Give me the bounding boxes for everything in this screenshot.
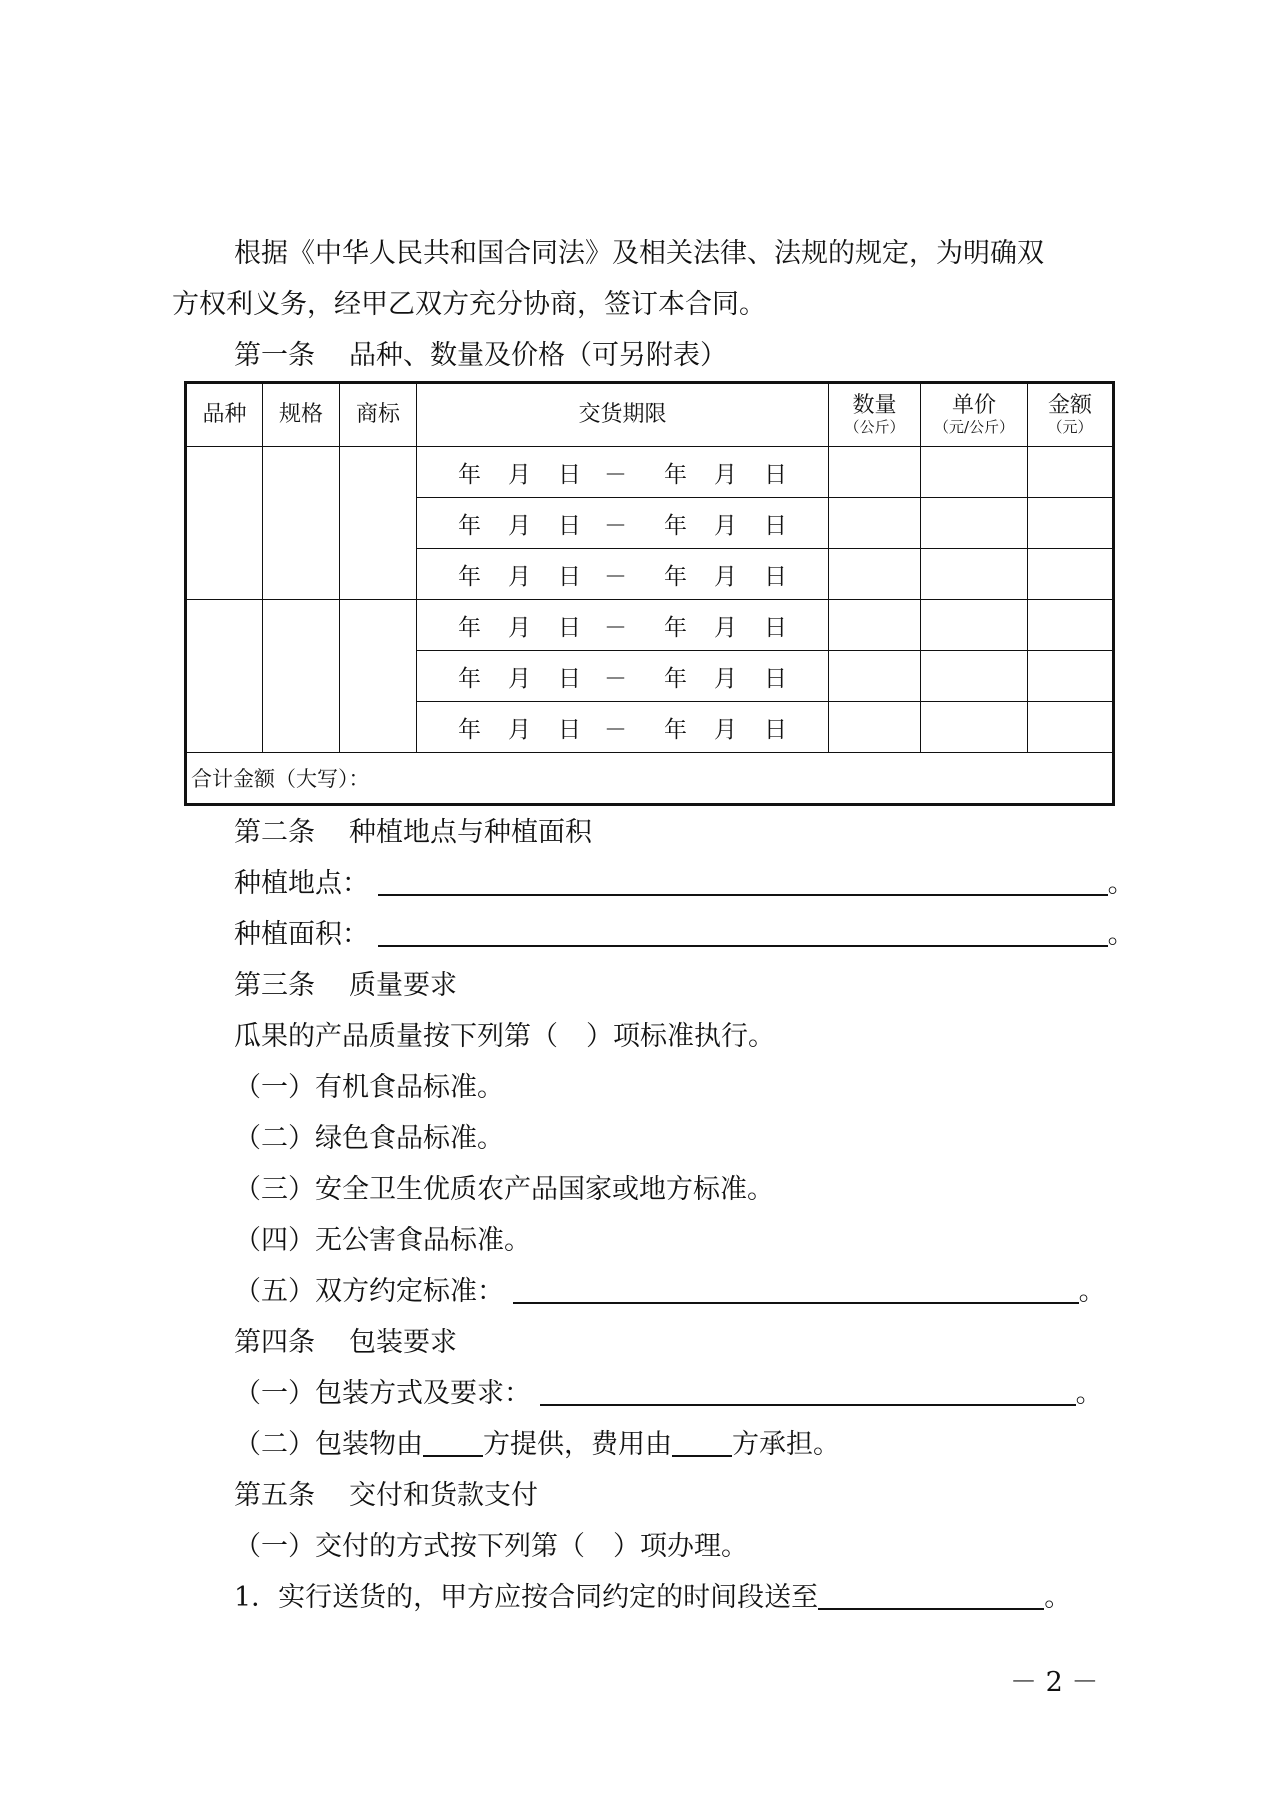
cell-spec[interactable] <box>263 447 340 600</box>
end-year: 年 <box>664 563 687 590</box>
article-2-number: 第二条 <box>234 817 315 848</box>
packaging-item-2 <box>234 1419 1184 1470</box>
header-amount-unit: （元） <box>1047 418 1093 436</box>
packaging-method-blank[interactable] <box>540 1374 1076 1406</box>
planting-area-line <box>234 909 1184 960</box>
article-3-heading <box>234 960 457 1011</box>
table-row <box>186 600 1114 651</box>
article-4-title: 包装要求 <box>349 1327 457 1358</box>
packaging-cost-bearer-blank[interactable] <box>672 1425 732 1457</box>
article-2-title: 种植地点与种植面积 <box>349 817 592 848</box>
header-brand: 商标 <box>340 383 417 447</box>
header-amount-label: 金额 <box>1047 393 1092 418</box>
end-month: 月 <box>714 614 737 641</box>
article-1-heading <box>234 330 727 381</box>
agreed-standard-blank[interactable] <box>513 1272 1079 1304</box>
quality-item-5-end: 。 <box>1078 1276 1106 1307</box>
intro-line-1: 根据《中华人民共和国合同法》及相关法律、法规的规定，为明确双 <box>234 238 1044 269</box>
start-year: 年 <box>458 665 481 692</box>
delivery-destination-blank[interactable] <box>818 1578 1044 1610</box>
article-5-heading <box>234 1470 538 1521</box>
start-year: 年 <box>458 461 481 488</box>
quality-item-5 <box>234 1266 1184 1317</box>
start-day: 日 <box>558 512 581 539</box>
end-month: 月 <box>714 563 737 590</box>
start-year: 年 <box>458 563 481 590</box>
quality-lead <box>234 1011 1184 1062</box>
header-amount <box>1028 383 1114 447</box>
start-day: 日 <box>558 461 581 488</box>
header-spec: 规格 <box>263 383 340 447</box>
cell-quantity[interactable] <box>829 600 921 651</box>
cell-unit-price[interactable] <box>921 549 1028 600</box>
end-year: 年 <box>664 716 687 743</box>
table-row <box>186 447 1114 498</box>
article-3-number: 第三条 <box>234 970 315 1001</box>
cell-brand[interactable] <box>340 600 417 753</box>
cell-quantity[interactable] <box>829 447 921 498</box>
cell-spec[interactable] <box>263 600 340 753</box>
start-day: 日 <box>558 665 581 692</box>
delivery-period-cell[interactable] <box>417 549 829 600</box>
range-dash: － <box>604 563 627 590</box>
start-month: 月 <box>508 614 531 641</box>
cell-unit-price[interactable] <box>921 651 1028 702</box>
article-5-title: 交付和货款支付 <box>349 1480 538 1511</box>
header-quantity-label: 数量 <box>852 393 897 418</box>
end-day: 日 <box>764 461 787 488</box>
total-amount-label: 合计金额（大写）： <box>186 753 1114 805</box>
cell-quantity[interactable] <box>829 549 921 600</box>
range-dash: － <box>604 665 627 692</box>
cell-unit-price[interactable] <box>921 447 1028 498</box>
header-variety: 品种 <box>186 383 263 447</box>
delivery-sub-1 <box>234 1572 1184 1623</box>
packaging-item-1-label: （一）包装方式及要求： <box>234 1378 531 1409</box>
packaging-item-1 <box>234 1368 1184 1419</box>
end-day: 日 <box>764 665 787 692</box>
cell-amount[interactable] <box>1028 702 1114 753</box>
delivery-period-cell[interactable] <box>417 600 829 651</box>
delivery-period-cell[interactable] <box>417 702 829 753</box>
delivery-item-1 <box>234 1521 1184 1572</box>
packaging-item-2-b: 方提供，费用由 <box>483 1429 672 1460</box>
range-dash: － <box>604 716 627 743</box>
header-delivery-period: 交货期限 <box>417 383 829 447</box>
article-4-number: 第四条 <box>234 1327 315 1358</box>
delivery-period-cell[interactable] <box>417 498 829 549</box>
article-5-number: 第五条 <box>234 1480 315 1511</box>
start-month: 月 <box>508 461 531 488</box>
delivery-period-cell[interactable] <box>417 651 829 702</box>
planting-area-blank[interactable] <box>378 915 1108 947</box>
planting-area-label: 种植面积： <box>234 919 369 950</box>
start-month: 月 <box>508 512 531 539</box>
table-header-row <box>186 383 1114 447</box>
planting-location-line <box>234 858 1184 909</box>
end-year: 年 <box>664 461 687 488</box>
header-unit-price <box>921 383 1028 447</box>
header-unit-price-label: 单价 <box>951 393 996 418</box>
start-month: 月 <box>508 716 531 743</box>
cell-unit-price[interactable] <box>921 600 1028 651</box>
end-day: 日 <box>764 563 787 590</box>
planting-location-label: 种植地点： <box>234 868 369 899</box>
cell-variety[interactable] <box>186 447 263 600</box>
packaging-item-1-end: 。 <box>1075 1378 1103 1409</box>
end-day: 日 <box>764 614 787 641</box>
delivery-item-1-before: （一）交付的方式按下列第（ <box>234 1531 585 1562</box>
delivery-item-1-after: ）项办理。 <box>613 1531 748 1562</box>
quality-lead-after: ）项标准执行。 <box>586 1021 775 1052</box>
article-2-heading <box>234 807 592 858</box>
packaging-item-2-c: 方承担。 <box>732 1429 840 1460</box>
cell-variety[interactable] <box>186 600 263 753</box>
cell-amount[interactable] <box>1028 600 1114 651</box>
cell-amount[interactable] <box>1028 447 1114 498</box>
cell-unit-price[interactable] <box>921 498 1028 549</box>
cell-quantity[interactable] <box>829 651 921 702</box>
cell-brand[interactable] <box>340 447 417 600</box>
end-month: 月 <box>714 665 737 692</box>
end-month: 月 <box>714 512 737 539</box>
range-dash: － <box>604 614 627 641</box>
quality-item-3: （三）安全卫生优质农产品国家或地方标准。 <box>234 1174 774 1205</box>
planting-location-end: 。 <box>1107 868 1135 899</box>
quality-item-4: （四）无公害食品标准。 <box>234 1225 531 1256</box>
end-month: 月 <box>714 461 737 488</box>
quality-item-5-label: （五）双方约定标准： <box>234 1276 504 1307</box>
end-year: 年 <box>664 614 687 641</box>
header-quantity <box>829 383 921 447</box>
header-quantity-unit: （公斤） <box>844 418 905 436</box>
cell-quantity[interactable] <box>829 498 921 549</box>
end-year: 年 <box>664 512 687 539</box>
cell-amount[interactable] <box>1028 549 1114 600</box>
quality-item-2: （二）绿色食品标准。 <box>234 1123 504 1154</box>
planting-area-end: 。 <box>1107 919 1135 950</box>
intro-line-2: 方权利义务，经甲乙双方充分协商，签订本合同。 <box>172 289 766 320</box>
start-year: 年 <box>458 614 481 641</box>
start-day: 日 <box>558 716 581 743</box>
start-day: 日 <box>558 563 581 590</box>
cell-unit-price[interactable] <box>921 702 1028 753</box>
packaging-item-2-a: （二）包装物由 <box>234 1429 423 1460</box>
end-day: 日 <box>764 512 787 539</box>
delivery-sub-1-end: 。 <box>1044 1582 1072 1613</box>
delivery-period-cell[interactable] <box>417 447 829 498</box>
start-year: 年 <box>458 716 481 743</box>
header-unit-price-unit: （元/公斤） <box>933 418 1015 436</box>
cell-amount[interactable] <box>1028 498 1114 549</box>
cell-amount[interactable] <box>1028 651 1114 702</box>
planting-location-blank[interactable] <box>378 864 1108 896</box>
end-year: 年 <box>664 665 687 692</box>
packaging-provider-blank[interactable] <box>423 1425 483 1457</box>
range-dash: － <box>604 512 627 539</box>
delivery-sub-1-text: 1．实行送货的，甲方应按合同约定的时间段送至 <box>234 1582 819 1613</box>
quality-lead-before: 瓜果的产品质量按下列第（ <box>234 1021 558 1052</box>
start-year: 年 <box>458 512 481 539</box>
article-4-heading <box>234 1317 457 1368</box>
start-month: 月 <box>508 665 531 692</box>
article-3-title: 质量要求 <box>349 970 457 1001</box>
range-dash: － <box>604 461 627 488</box>
table-total-row <box>186 753 1114 805</box>
cell-quantity[interactable] <box>829 702 921 753</box>
variety-price-table <box>184 381 1115 806</box>
quality-item-1: （一）有机食品标准。 <box>234 1072 504 1103</box>
end-month: 月 <box>714 716 737 743</box>
start-month: 月 <box>508 563 531 590</box>
start-day: 日 <box>558 614 581 641</box>
end-day: 日 <box>764 716 787 743</box>
article-1-title: 品种、数量及价格（可另附表） <box>349 340 727 371</box>
page-number: － 2 － <box>1010 1667 1099 1698</box>
article-1-number: 第一条 <box>234 340 315 371</box>
